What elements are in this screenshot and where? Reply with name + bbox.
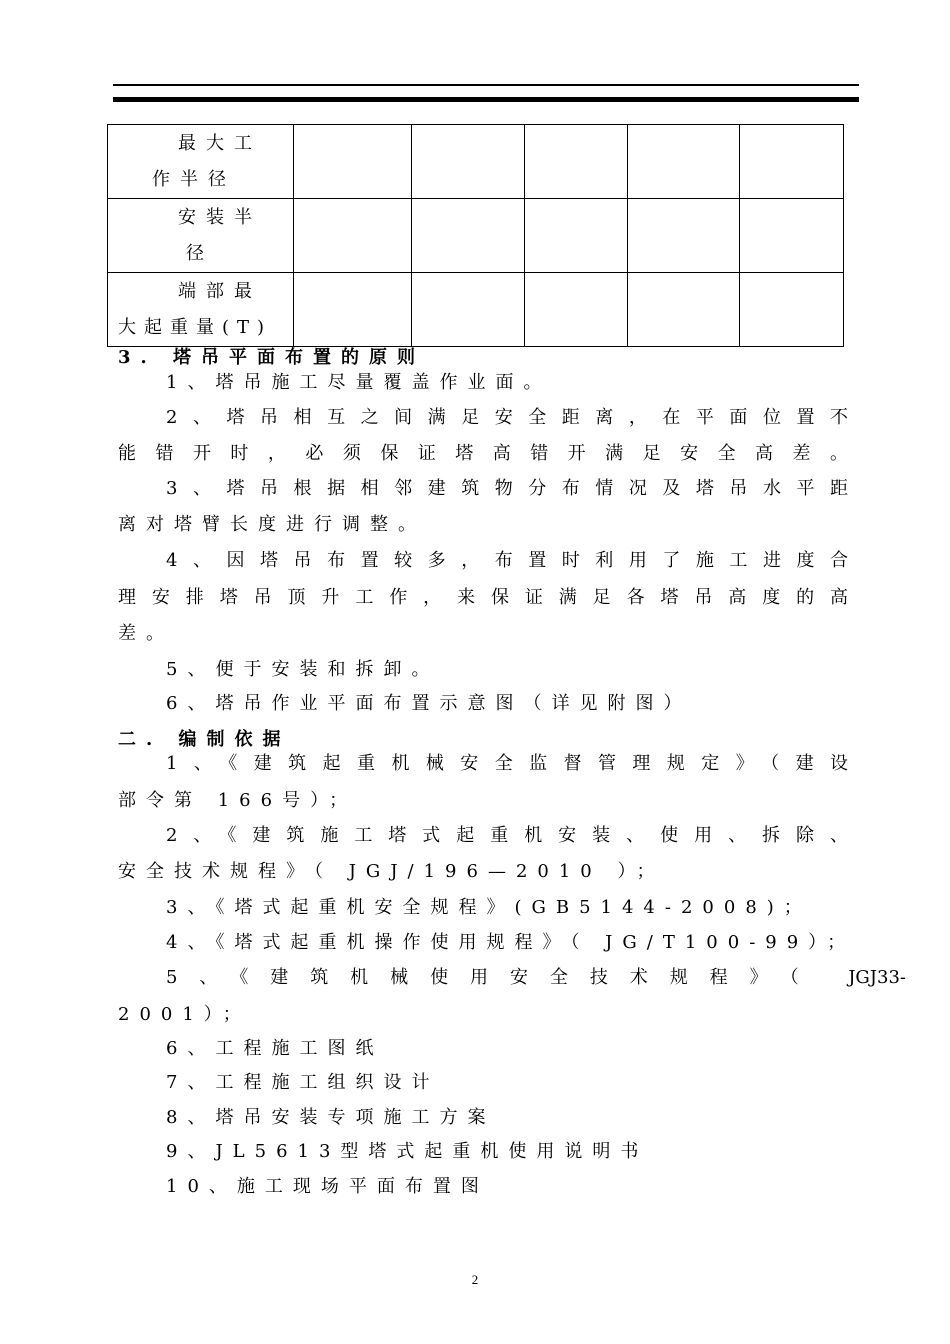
list-item: 差。 <box>118 623 174 644</box>
table-cell <box>294 273 412 347</box>
list-item: 5、《建筑机械使用安全技术规程》（ JGJ33- <box>166 967 906 988</box>
list-item: 能错开时，必须保证塔高错开满足安全高差。 <box>118 443 848 464</box>
list-item: 4、《塔式起重机操作使用规程》（ JG/T100-99）； <box>166 932 856 953</box>
list-item: 2、塔吊相互之间满足安全距离，在平面位置不 <box>166 407 848 428</box>
list-item: 4、因塔吊布置较多，布置时利用了施工进度合 <box>166 550 848 571</box>
list-item: 部令第 166号）； <box>118 790 358 811</box>
list-item: 理安排塔吊顶升工作，来保证满足各塔吊高度的高 <box>118 587 848 608</box>
table-row <box>108 273 844 347</box>
table-row <box>108 125 844 199</box>
crane-spec-table <box>107 124 844 347</box>
header-rule-thick <box>113 97 859 102</box>
row-label-install-radius: 安装半 径 <box>108 199 294 273</box>
list-item: 2001）； <box>118 1004 251 1025</box>
table-cell <box>294 199 412 273</box>
table-cell <box>525 199 628 273</box>
list-item: 1、《建筑起重机械安全监督管理规定》（建设 <box>166 753 848 774</box>
list-item: 1、塔吊施工尽量覆盖作业面。 <box>166 372 552 393</box>
table-cell <box>740 273 844 347</box>
table-cell <box>412 125 525 199</box>
row-label-end-max-load: 端部最 大起重量(T) <box>108 273 294 347</box>
list-item: 3、《塔式起重机安全规程》(GB5144-2008)； <box>166 897 812 918</box>
list-item: 8、塔吊安装专项施工方案 <box>166 1107 496 1128</box>
list-item: 3、塔吊根据相邻建筑物分布情况及塔吊水平距 <box>166 478 848 499</box>
list-item: 6、工程施工图纸 <box>166 1038 384 1059</box>
table-cell <box>740 125 844 199</box>
list-item: 离对塔臂长度进行调整。 <box>118 514 426 535</box>
header-rule-thin <box>113 84 859 86</box>
list-item: 9、JL5613型塔式起重机使用说明书 <box>166 1141 649 1162</box>
table-cell <box>412 199 525 273</box>
table-cell <box>628 199 740 273</box>
table-cell <box>740 199 844 273</box>
table-cell <box>628 273 740 347</box>
list-item: 2、《建筑施工塔式起重机安装、使用、拆除、 <box>166 825 848 846</box>
list-item: 6、塔吊作业平面布置示意图（详见附图） <box>166 693 692 714</box>
table-cell <box>525 273 628 347</box>
list-item: 10、施工现场平面布置图 <box>166 1176 489 1197</box>
table-cell <box>294 125 412 199</box>
table-cell <box>412 273 525 347</box>
table-cell <box>525 125 628 199</box>
page-number: 2 <box>471 1272 479 1287</box>
list-item: 5、便于安装和拆卸。 <box>166 659 440 680</box>
section-heading-layout-principles: 3. 塔吊平面布置的原则 <box>118 347 426 368</box>
table-row <box>108 199 844 273</box>
list-item: 安全技术规程》（ JGJ/196—2010 ）； <box>118 861 665 882</box>
section-heading-basis: 二. 编制依据 <box>118 729 291 750</box>
table-cell <box>628 125 740 199</box>
list-item: 7、工程施工组织设计 <box>166 1072 440 1093</box>
row-label-max-radius: 最大工 作半径 <box>108 125 294 199</box>
